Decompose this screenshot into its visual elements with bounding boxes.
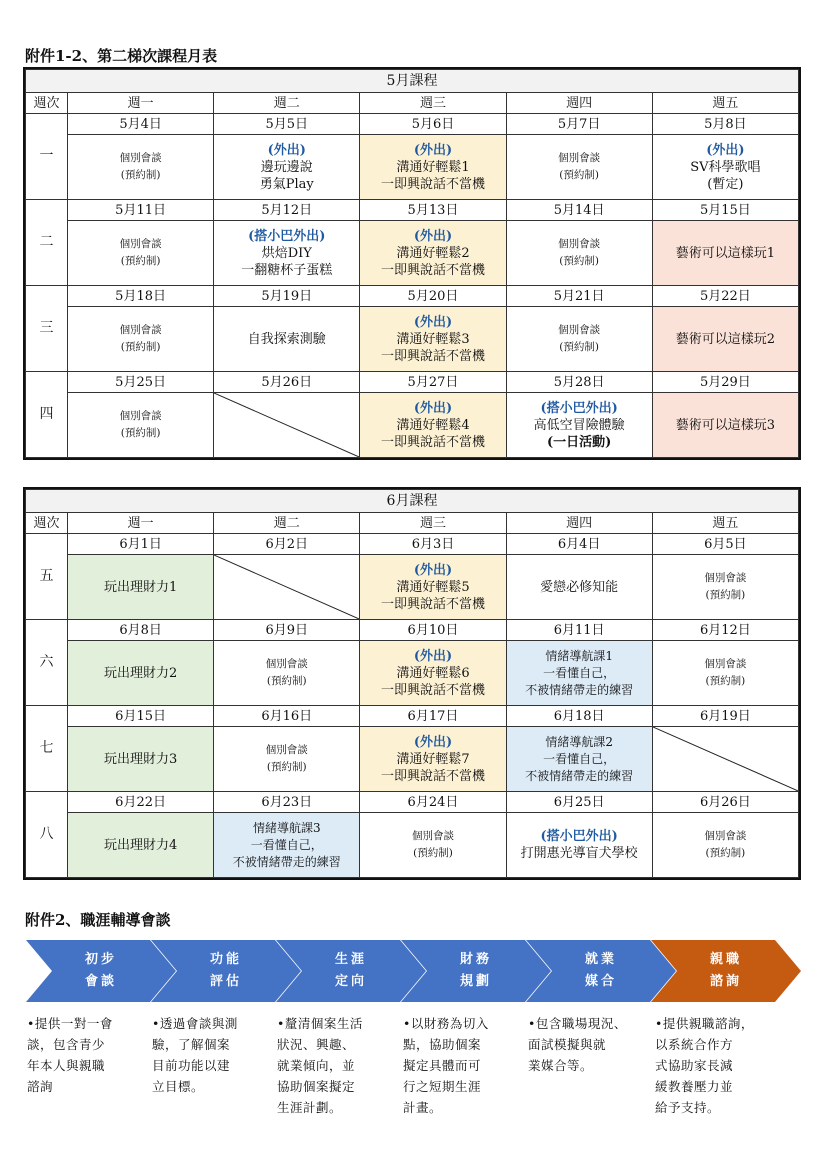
col-week: 週次 [26,513,68,534]
date-cell: 5月8日 [652,114,798,135]
month-header: 6月課程 [26,490,799,513]
date-cell: 5月7日 [506,114,652,135]
empty-cell [214,393,360,458]
course-cell: (外出) 溝通好輕鬆1 一即興說話不當機 [360,135,506,200]
course-cell: (外出) 溝通好輕鬆6 一即興說話不當機 [360,641,506,706]
date-cell: 6月19日 [652,706,798,727]
counsel-cell: 個別會談 (預約制) [214,727,360,792]
course-cell: 玩出理財力2 [68,641,214,706]
date-cell: 6月5日 [652,534,798,555]
course-cell: 藝術可以這樣玩2 [652,307,798,372]
course-cell: 玩出理財力3 [68,727,214,792]
date-cell: 5月21日 [506,286,652,307]
date-cell: 6月17日 [360,706,506,727]
date-cell: 6月24日 [360,792,506,813]
process-step: 親職 諮詢 [651,940,801,1002]
course-cell: (搭小巴外出) 烘焙DIY 一翻糖杯子蛋糕 [214,221,360,286]
week-label: 一 [26,114,68,200]
col-mon: 週一 [68,93,214,114]
date-cell: 6月1日 [68,534,214,555]
schedule-title: 附件1-2、第二梯次課程月表 [25,47,218,65]
date-cell: 5月25日 [68,372,214,393]
date-cell: 6月11日 [506,620,652,641]
date-cell: 6月8日 [68,620,214,641]
week-label: 六 [26,620,68,706]
date-cell: 6月25日 [506,792,652,813]
date-cell: 6月15日 [68,706,214,727]
diagonal-line [653,727,798,791]
course-cell: (外出) SV科學歌唱 (暫定) [652,135,798,200]
course-cell: 愛戀必修知能 [506,555,652,620]
course-cell: (搭小巴外出) 高低空冒險體驗 (一日活動) [506,393,652,458]
date-cell: 6月9日 [214,620,360,641]
course-cell: (外出) 溝通好輕鬆4 一即興說話不當機 [360,393,506,458]
col-thu: 週四 [506,93,652,114]
date-cell: 5月15日 [652,200,798,221]
date-cell: 6月16日 [214,706,360,727]
process-step: 生涯 定向 [276,940,426,1002]
course-cell: 自我探索測驗 [214,307,360,372]
col-thu: 週四 [506,513,652,534]
date-cell: 5月26日 [214,372,360,393]
counsel-cell: 個別會談 (預約制) [68,221,214,286]
week-label: 四 [26,372,68,458]
date-cell: 5月5日 [214,114,360,135]
course-cell: 情緒導航課3 一看懂自己， 不被情緒帶走的練習 [214,813,360,878]
course-cell: 藝術可以這樣玩3 [652,393,798,458]
counsel-cell: 個別會談 (預約制) [360,813,506,878]
col-wed: 週三 [360,513,506,534]
date-cell: 5月6日 [360,114,506,135]
step-description: •透過會談與測 驗，了解個案 目前功能以建 立目標。 [152,1016,238,1094]
date-cell: 6月22日 [68,792,214,813]
counsel-cell: 個別會談 (預約制) [506,307,652,372]
week-label: 三 [26,286,68,372]
col-fri: 週五 [652,513,798,534]
week-label: 八 [26,792,68,878]
date-cell: 5月19日 [214,286,360,307]
date-cell: 6月10日 [360,620,506,641]
course-cell: (外出) 溝通好輕鬆7 一即興說話不當機 [360,727,506,792]
step-description: •提供親職諮詢， 以系統合作方 式協助家長減 緩教養壓力並 給予支持。 [655,1016,754,1115]
counsel-cell: 個別會談 (預約制) [214,641,360,706]
date-cell: 5月12日 [214,200,360,221]
week-label: 二 [26,200,68,286]
counsel-cell: 個別會談 (預約制) [652,641,798,706]
date-cell: 6月4日 [506,534,652,555]
course-cell: 玩出理財力4 [68,813,214,878]
month-header: 5月課程 [26,70,799,93]
counsel-cell: 個別會談 (預約制) [68,307,214,372]
process-step: 財務 規劃 [401,940,551,1002]
date-cell: 5月4日 [68,114,214,135]
step-description: •包含職場現況、 面試模擬與就 業媒合等。 [528,1016,627,1073]
june-schedule-table [23,487,801,880]
course-cell: 玩出理財力1 [68,555,214,620]
date-cell: 5月28日 [506,372,652,393]
col-mon: 週一 [68,513,214,534]
date-cell: 5月13日 [360,200,506,221]
date-cell: 5月14日 [506,200,652,221]
col-wed: 週三 [360,93,506,114]
counsel-cell: 個別會談 (預約制) [68,135,214,200]
diagonal-line [214,555,359,619]
career-process-flow [26,940,802,1002]
may-schedule-table [23,67,801,460]
course-cell: (搭小巴外出) 打開惠光導盲犬學校 [506,813,652,878]
diagonal-line [214,393,359,457]
date-cell: 5月20日 [360,286,506,307]
date-cell: 5月29日 [652,372,798,393]
process-step: 初步 會談 [26,940,176,1002]
counsel-cell: 個別會談 (預約制) [68,393,214,458]
course-cell: 情緒導航課2 一看懂自己， 不被情緒帶走的練習 [506,727,652,792]
counsel-cell: 個別會談 (預約制) [652,555,798,620]
week-label: 七 [26,706,68,792]
date-cell: 6月26日 [652,792,798,813]
empty-cell [214,555,360,620]
date-cell: 6月3日 [360,534,506,555]
counsel-cell: 個別會談 (預約制) [506,135,652,200]
date-cell: 5月22日 [652,286,798,307]
career-title: 附件2、職涯輔導會談 [25,911,171,929]
course-cell: 藝術可以這樣玩1 [652,221,798,286]
date-cell: 6月12日 [652,620,798,641]
course-cell: (外出) 溝通好輕鬆2 一即興說話不當機 [360,221,506,286]
process-step: 功能 評估 [151,940,301,1002]
counsel-cell: 個別會談 (預約制) [652,813,798,878]
date-cell: 6月18日 [506,706,652,727]
date-cell: 5月18日 [68,286,214,307]
course-cell: (外出) 溝通好輕鬆3 一即興說話不當機 [360,307,506,372]
course-cell: 情緒導航課1 一看懂自己， 不被情緒帶走的練習 [506,641,652,706]
date-cell: 5月27日 [360,372,506,393]
course-cell: (外出) 邊玩邊說 勇氣Play [214,135,360,200]
date-cell: 5月11日 [68,200,214,221]
empty-cell [652,727,798,792]
course-cell: (外出) 溝通好輕鬆5 一即興說話不當機 [360,555,506,620]
col-week: 週次 [26,93,68,114]
week-label: 五 [26,534,68,620]
process-step: 就業 媒合 [526,940,676,1002]
counsel-cell: 個別會談 (預約制) [506,221,652,286]
step-description: •釐清個案生活 狀況、興趣、 就業傾向，並 協助個案擬定 生涯計劃。 [277,1016,363,1115]
date-cell: 6月23日 [214,792,360,813]
col-fri: 週五 [652,93,798,114]
step-description: •提供一對一會 談，包含青少 年本人與親職 諮詢 [27,1016,113,1094]
date-cell: 6月2日 [214,534,360,555]
step-description: •以財務為切入 點，協助個案 擬定具體而可 行之短期生涯 計畫。 [403,1016,489,1115]
col-tue: 週二 [214,513,360,534]
col-tue: 週二 [214,93,360,114]
